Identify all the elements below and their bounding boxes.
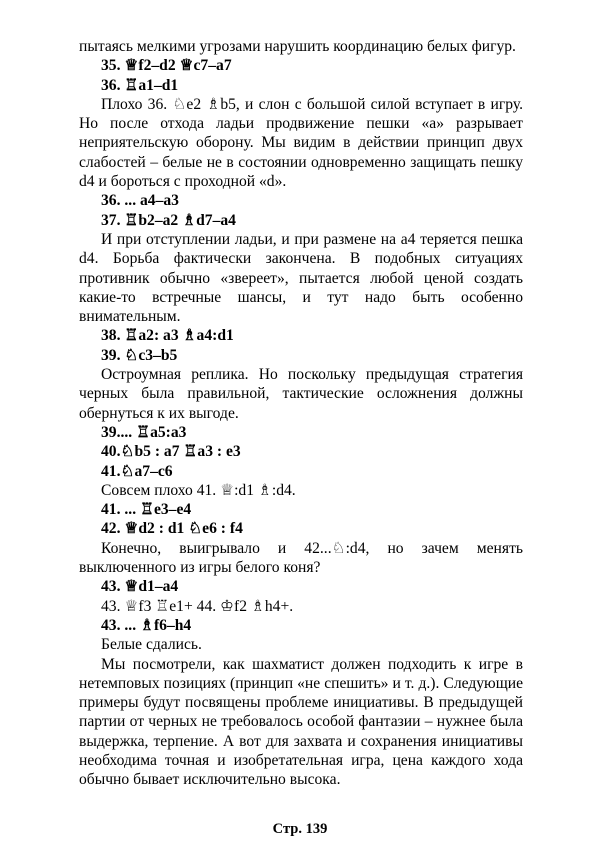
paragraph: Остроумная реплика. Но поскольку предыдущая стратегия черных была правильной, тактические осложнения должны обернуться к их выгоде. (79, 366, 523, 422)
chess-move-line: 36. ... a4–a3 (101, 192, 179, 210)
chess-move-line: 41.♘a7–c6 (101, 462, 173, 480)
page-content (79, 37, 523, 790)
paragraph: Совсем плохо 41. ♕:d1 ♗:d4. (101, 481, 296, 499)
chess-move-line: 40.♘b5 : a7 ♖a3 : e3 (101, 443, 241, 461)
chess-move-line: 43. ... ♗f6–h4 (101, 616, 192, 634)
paragraph: пытаясь мелкими угрозами нарушить координацию белых фигур. (79, 38, 516, 55)
page-number: Стр. 139 (272, 821, 328, 837)
chess-move-line: 38. ♖a2: a3 ♗a4:d1 (101, 327, 234, 345)
chess-move-line: 43. ♕d1–a4 (101, 578, 179, 596)
chess-move-line: 39. ♘c3–b5 (101, 346, 178, 364)
paragraph: Белые сдались. (101, 636, 202, 654)
chess-move-line: 35. ♕f2–d2 ♕c7–a7 (101, 57, 232, 75)
paragraph: Плохо 36. ♘e2 ♗b5, и слон с большой силой вступает в игру. Но после отхода ладьи продвижение пешки «а» разрывает неприятельскую оборону. Мы видим в действии принцип двух слабостей – белые не в состоянии одновременно защищать пешку d4 и бороться с проходной «d». (79, 95, 523, 191)
chess-move-line: 42. ♕d2 : d1 ♘e6 : f4 (101, 520, 243, 538)
chess-move-line: 37. ♖b2–a2 ♗d7–a4 (101, 211, 236, 229)
paragraph: Конечно, выигрывало и 42...♘:d4, но зачем менять выключенного из игры белого коня? (79, 539, 523, 577)
paragraph: 43. ♕f3 ♖e1+ 44. ♔f2 ♗h4+. (101, 597, 294, 615)
chess-move-line: 41. ... ♖e3–e4 (101, 501, 192, 519)
paragraph: И при отступлении ладьи, и при размене на а4 теряется пешка d4. Борьба фактически закончена. В подобных ситуациях противник обычно «звереет», пытается любой ценой создать какие-то встречные шансы, и тут надо быть особенно внимательным. (79, 230, 523, 326)
paragraph: Мы посмотрели, как шахматист должен подходить к игре в нетемповых позициях (принцип «не спешить» и т. д.). Следующие примеры будут посвящены проблеме инициативы. В предыдущей партии от черных не требовалось особой фантазии – нужнее была выдержка, терпение. А вот для захвата и сохранения инициативы необходима точная и изобретательная игра, цена каждого хода обычно бывает исключительно высока. (79, 655, 523, 789)
chess-move-line: 39.... ♖a5:a3 (101, 423, 187, 441)
chess-move-line: 36. ♖a1–d1 (101, 76, 179, 94)
